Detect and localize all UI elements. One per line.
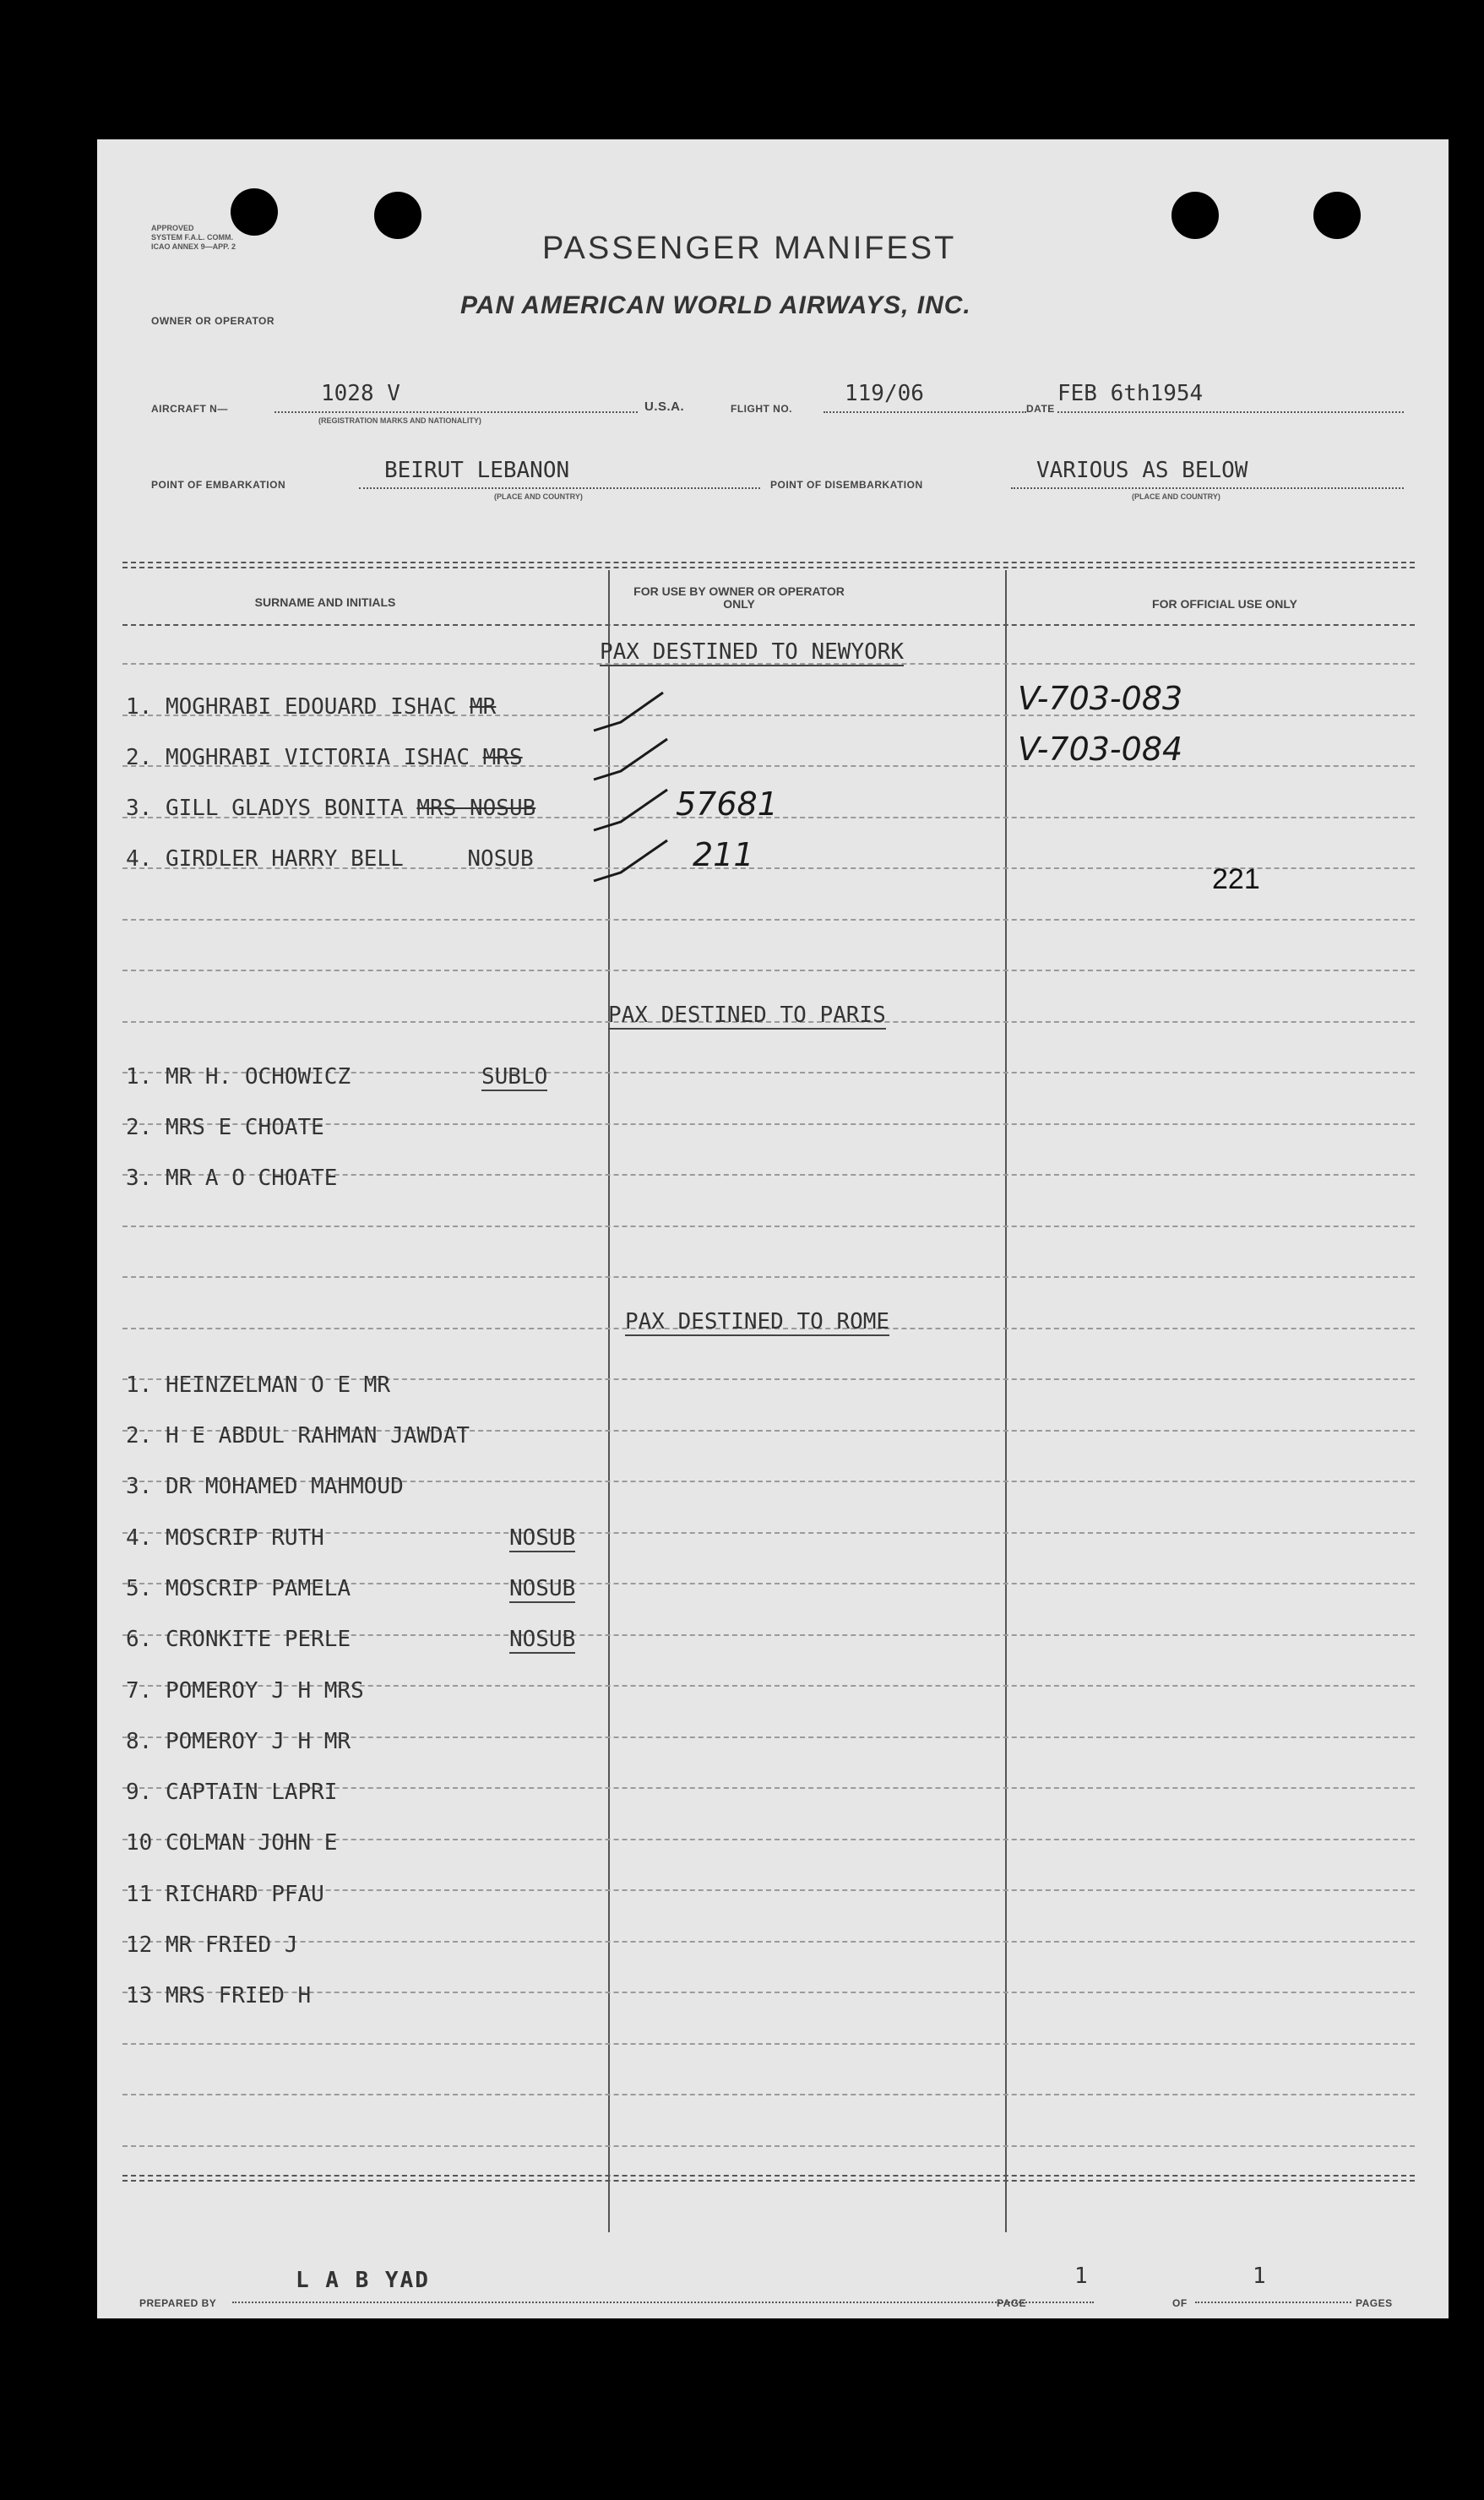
row-number: 13 (126, 1983, 153, 2008)
passenger-name: COLMAN JOHN E (165, 1830, 338, 1856)
row-number: 11 (126, 1882, 153, 1907)
row-number: 4. (126, 1525, 153, 1551)
passenger-row (126, 745, 523, 770)
passenger-row (126, 694, 496, 720)
official-note: 221 (1212, 863, 1260, 895)
embark-caption: (PLACE AND COUNTRY) (494, 492, 583, 501)
passenger-row (126, 1525, 324, 1551)
flight-label: FLIGHT NO. (731, 403, 792, 415)
passenger-name: CRONKITE PERLE (165, 1627, 351, 1652)
passenger-name: GILL GLADYS BONITA (165, 796, 404, 821)
page-number: 1 (1074, 2264, 1088, 2289)
passenger-row (126, 796, 535, 821)
passenger-tag: NOSUB (467, 846, 534, 872)
col-official-header: FOR OFFICIAL USE ONLY (1152, 597, 1297, 611)
page-label: PAGE (997, 2297, 1027, 2309)
page-total: 1 (1253, 2264, 1266, 2289)
owner-label: OWNER OR OPERATOR (151, 315, 275, 327)
embark-value: BEIRUT LEBANON (384, 458, 570, 483)
passenger-name: MR A O CHOATE (165, 1166, 338, 1191)
aircraft-caption: (REGISTRATION MARKS AND NATIONALITY) (318, 416, 481, 425)
passenger-tag: MRS (482, 745, 523, 770)
prepared-label: PREPARED BY (139, 2297, 217, 2309)
passenger-row (126, 1372, 390, 1398)
disembark-underline (1011, 487, 1404, 489)
approval-line: SYSTEM F.A.L. COMM. (151, 233, 234, 242)
row-number: 10 (126, 1830, 153, 1856)
row-number: 8. (126, 1729, 153, 1754)
official-note: V-703-083 (1018, 680, 1183, 717)
row-number: 1. (126, 1372, 153, 1398)
approval-line: ICAO ANNEX 9—APP. 2 (151, 242, 236, 251)
passenger-name: POMEROY J H MRS (165, 1678, 364, 1704)
section-heading-rome: PAX DESTINED TO ROME (625, 1309, 890, 1334)
row-number: 3. (126, 796, 153, 821)
row-rule (122, 1276, 1415, 1278)
official-note: V-703-084 (1018, 731, 1183, 768)
passenger-row (126, 1064, 351, 1090)
passenger-name: MRS FRIED H (165, 1983, 312, 2008)
passenger-name: DR MOHAMED MAHMOUD (165, 1474, 404, 1499)
passenger-row (126, 1474, 404, 1499)
passenger-tag: MRS NOSUB (416, 796, 536, 821)
passenger-name: MR H. OCHOWICZ (165, 1064, 351, 1090)
col-divider (1005, 570, 1007, 2232)
passenger-row (126, 846, 534, 872)
passenger-name: MRS E CHOATE (165, 1115, 324, 1140)
row-number: 2. (126, 1423, 153, 1448)
owner-note: 211 (693, 836, 754, 873)
date-underline (1057, 411, 1404, 413)
row-number: 2. (126, 1115, 153, 1140)
passenger-row (126, 1115, 324, 1140)
embark-label: POINT OF EMBARKATION (151, 479, 286, 491)
row-number: 3. (126, 1166, 153, 1191)
punch-hole (374, 192, 421, 239)
form-title: PASSENGER MANIFEST (542, 231, 957, 266)
row-rule (122, 919, 1415, 921)
approval-note (151, 224, 236, 252)
aircraft-label: AIRCRAFT N— (151, 403, 228, 415)
passenger-row (126, 1423, 470, 1448)
passenger-row (126, 1780, 337, 1805)
row-number: 6. (126, 1627, 153, 1652)
header-bottom-rule (122, 624, 1415, 626)
passenger-tag: NOSUB (509, 1576, 576, 1601)
aircraft-underline (275, 411, 638, 413)
check-marks (587, 680, 688, 899)
flight-underline (824, 411, 1026, 413)
disembark-value: VARIOUS AS BELOW (1036, 458, 1248, 483)
flight-value: 119/06 (845, 381, 924, 406)
pages-underline (1195, 2302, 1351, 2303)
prepared-by: L A B YAD (296, 2268, 430, 2293)
passenger-tag: MR (470, 694, 497, 720)
row-number: 7. (126, 1678, 153, 1704)
passenger-name: MOSCRIP PAMELA (165, 1576, 351, 1601)
table-bottom-rule (122, 2180, 1415, 2182)
manifest-sheet (97, 139, 1449, 2318)
row-rule (122, 970, 1415, 971)
passenger-name: H E ABDUL RAHMAN JAWDAT (165, 1423, 470, 1448)
row-number: 5. (126, 1576, 153, 1601)
passenger-row (126, 1830, 337, 1856)
date-label: DATE (1026, 403, 1055, 415)
row-number: 1. (126, 1064, 153, 1090)
passenger-tag: NOSUB (509, 1627, 576, 1652)
pages-label: PAGES (1356, 2297, 1393, 2309)
passenger-name: GIRDLER HARRY BELL (165, 846, 404, 872)
row-number: 9. (126, 1780, 153, 1805)
row-rule (122, 1941, 1415, 1943)
passenger-row (126, 1576, 351, 1601)
passenger-row (126, 1166, 337, 1191)
header-top-rule (122, 562, 1415, 563)
row-number: 12 (126, 1932, 153, 1958)
header-top-rule (122, 567, 1415, 568)
embark-underline (359, 487, 760, 489)
approval-line: APPROVED (151, 224, 194, 232)
of-label: OF (1172, 2297, 1188, 2309)
row-rule (122, 1992, 1415, 1993)
passenger-name: MOGHRABI EDOUARD ISHAC (165, 694, 457, 720)
row-number: 2. (126, 745, 153, 770)
col-owner-header: FOR USE BY OWNER OR OPERATOR ONLY (633, 584, 845, 611)
passenger-tag: NOSUB (509, 1525, 576, 1551)
table-bottom-rule (122, 2175, 1415, 2177)
passenger-name: MOSCRIP RUTH (165, 1525, 324, 1551)
passenger-row (126, 1932, 298, 1958)
punch-hole (1171, 192, 1219, 239)
passenger-name: CAPTAIN LAPRI (165, 1780, 338, 1805)
passenger-row (126, 1983, 311, 2008)
row-number: 4. (126, 846, 153, 872)
row-rule (122, 2145, 1415, 2147)
disembark-caption: (PLACE AND COUNTRY) (1132, 492, 1220, 501)
date-value: FEB 6th1954 (1057, 381, 1204, 406)
passenger-name: POMEROY J H MR (165, 1729, 351, 1754)
passenger-row (126, 1882, 324, 1907)
section-heading-newyork: PAX DESTINED TO NEWYORK (600, 639, 905, 665)
passenger-row (126, 1627, 351, 1652)
row-number: 3. (126, 1474, 153, 1499)
passenger-name: RICHARD PFAU (165, 1882, 324, 1907)
owner-name: PAN AMERICAN WORLD AIRWAYS, INC. (460, 291, 971, 319)
aircraft-value: 1028 V (321, 381, 400, 406)
disembark-label: POINT OF DISEMBARKATION (770, 479, 923, 491)
passenger-row (126, 1678, 364, 1704)
punch-hole (1313, 192, 1361, 239)
section-heading-paris: PAX DESTINED TO PARIS (608, 1003, 886, 1028)
passenger-name: HEINZELMAN O E MR (165, 1372, 391, 1398)
prepared-underline (232, 2302, 1094, 2303)
row-rule (122, 2043, 1415, 2045)
nationality: U.S.A. (644, 399, 685, 414)
col-surname-header: SURNAME AND INITIALS (254, 595, 396, 609)
passenger-row (126, 1729, 351, 1754)
row-rule (122, 1226, 1415, 1227)
row-rule (122, 2094, 1415, 2095)
passenger-name: MR FRIED J (165, 1932, 298, 1958)
passenger-name: MOGHRABI VICTORIA ISHAC (165, 745, 470, 770)
passenger-tag: SUBLO (481, 1064, 548, 1090)
owner-note: 57681 (676, 785, 778, 823)
row-number: 1. (126, 694, 153, 720)
punch-hole (231, 188, 278, 236)
